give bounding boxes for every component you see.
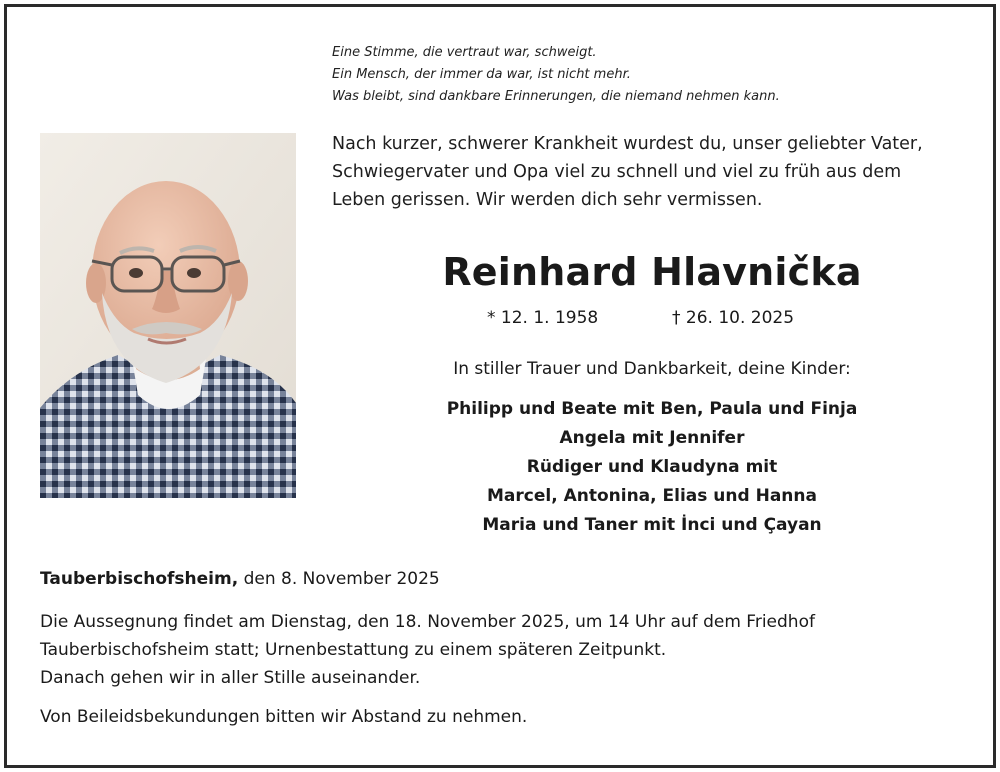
intro-text xyxy=(332,130,972,214)
family-line: Angela mit Jennifer xyxy=(559,428,745,448)
service-line: Die Aussegnung findet am Dienstag, den 18. November 2025, um 14 Uhr auf dem Friedhof xyxy=(40,612,815,632)
memorial-poem xyxy=(332,42,780,108)
family-line: Rüdiger und Klaudyna mit xyxy=(526,457,778,477)
birth-date xyxy=(487,305,598,331)
family-line: Maria und Taner mit İnci und Çayan xyxy=(482,515,822,535)
intro-line: Leben gerissen. Wir werden dich sehr vermissen. xyxy=(332,190,763,210)
death-date xyxy=(672,305,794,331)
condolence-note: Von Beileidsbekundungen bitten wir Abstand zu nehmen. xyxy=(40,707,528,727)
family-line: Philipp und Beate mit Ben, Paula und Finja xyxy=(446,399,858,419)
service-info xyxy=(40,608,815,692)
intro-line: Schwiegervater und Opa viel zu schnell und viel zu früh aus dem xyxy=(332,162,902,182)
portrait-photo xyxy=(40,133,296,498)
deceased-name: Reinhard Hlavnička xyxy=(442,250,862,294)
family-list xyxy=(332,395,972,540)
place-town: Tauberbischofsheim, xyxy=(40,569,239,589)
service-line: Danach gehen wir in aller Stille auseinander. xyxy=(40,668,421,688)
poem-line: Ein Mensch, der immer da war, ist nicht mehr. xyxy=(332,67,631,82)
death-symbol: † xyxy=(672,308,681,328)
mourners-intro: In stiller Trauer und Dankbarkeit, deine Kinder: xyxy=(453,359,851,379)
birth-symbol: * xyxy=(487,308,496,328)
place-date xyxy=(40,566,440,592)
poem-line: Eine Stimme, die vertraut war, schweigt. xyxy=(332,45,597,60)
poem-line: Was bleibt, sind dankbare Erinnerungen, die niemand nehmen kann. xyxy=(332,89,780,104)
birth-date-value: 12. 1. 1958 xyxy=(500,308,599,328)
family-line: Marcel, Antonina, Elias und Hanna xyxy=(487,486,817,506)
place-date-value: den 8. November 2025 xyxy=(238,569,440,589)
service-line: Tauberbischofsheim statt; Urnenbestattung zu einem späteren Zeitpunkt. xyxy=(40,640,667,660)
death-date-value: 26. 10. 2025 xyxy=(685,308,795,328)
intro-line: Nach kurzer, schwerer Krankheit wurdest du, unser geliebter Vater, xyxy=(332,134,923,154)
